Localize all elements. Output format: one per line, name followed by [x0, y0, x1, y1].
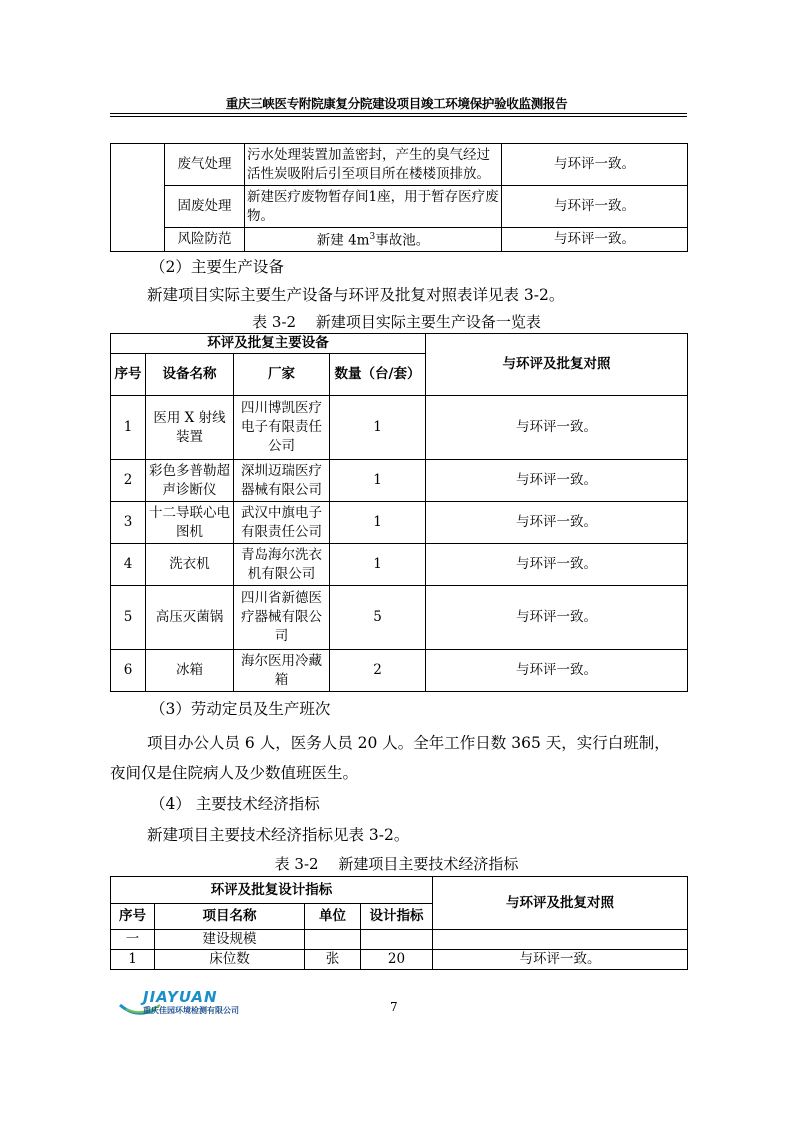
- row-maker: 武汉中旗电子有限责任公司: [234, 502, 330, 544]
- row-no: 6: [111, 650, 146, 692]
- row-qty: 2: [330, 650, 426, 692]
- row-qty: 1: [330, 396, 426, 460]
- row-compare: 与环评一致。: [433, 950, 688, 970]
- row-qty: 1: [330, 544, 426, 586]
- row-name: 彩色多普勒超声诊断仪: [146, 460, 234, 502]
- section3-line2: 夜间仅是住院病人及少数值班医生。: [110, 764, 359, 782]
- measure-desc: 污水处理装置加盖密封，产生的臭气经过活性炭吸附后引至项目所在楼楼顶排放。: [245, 144, 502, 186]
- section2-intro: 新建项目实际主要生产设备与环评及批复对照表详见表 3-2。: [147, 286, 565, 304]
- section2-heading: （2）主要生产设备: [150, 258, 284, 276]
- row-maker: 四川博凯医疗电子有限责任公司: [234, 396, 330, 460]
- section3-heading: （3）劳动定员及生产班次: [150, 700, 331, 718]
- measure-desc: [245, 228, 502, 252]
- row-maker: 深圳迈瑞医疗器械有限公司: [234, 460, 330, 502]
- row-name: 床位数: [155, 950, 305, 970]
- table-row: [111, 544, 688, 586]
- report-header-title: 重庆三峡医专附院康复分院建设项目竣工环境保护验收监测报告: [225, 96, 568, 111]
- row-unit: 张: [305, 950, 361, 970]
- col-header-name: 设备名称: [146, 354, 234, 396]
- row-compare: [433, 930, 688, 950]
- row-compare: 与环评一致。: [426, 650, 688, 692]
- header-rule: [110, 113, 687, 114]
- row-maker: 青岛海尔洗衣机有限公司: [234, 544, 330, 586]
- col-header-unit: 单位: [305, 904, 361, 930]
- section3-line1: 项目办公人员 6 人，医务人员 20 人。全年工作日数 365 天，实行白班制，: [147, 734, 670, 752]
- desc-prefix: 新建 4m: [316, 232, 370, 249]
- desc-suffix: 事故池。: [375, 232, 430, 249]
- blank-cell: [111, 144, 165, 252]
- row-no: 一: [111, 930, 155, 950]
- col-header-no: 序号: [111, 904, 155, 930]
- row-name: 洗衣机: [146, 544, 234, 586]
- row-no: 1: [111, 950, 155, 970]
- header-rule-thin: [110, 116, 687, 117]
- measure-item: 废气处理: [165, 144, 245, 186]
- table-row: [111, 460, 688, 502]
- row-compare: 与环评一致。: [426, 396, 688, 460]
- measure-item: 风险防范: [165, 228, 245, 252]
- row-name: 建设规模: [155, 930, 305, 950]
- environmental-measures-table: [110, 143, 688, 252]
- row-qty: 5: [330, 586, 426, 650]
- table-row: [111, 586, 688, 650]
- table-row: [111, 144, 688, 186]
- col-header-name: 项目名称: [155, 904, 305, 930]
- row-name: 医用 X 射线装置: [146, 396, 234, 460]
- row-no: 5: [111, 586, 146, 650]
- measure-item: 固废处理: [165, 186, 245, 228]
- table3-caption: 表 3-2 新建项目主要技术经济指标: [274, 855, 519, 873]
- table-row: [111, 950, 688, 970]
- measure-compare: 与环评一致。: [502, 186, 688, 228]
- company-logo-text: JIAYUAN: [143, 988, 218, 1006]
- measure-desc: 新建医疗废物暂存间1座，用于暂存医疗废物。: [245, 186, 502, 228]
- indicator-table: [110, 876, 688, 970]
- col-header-value: 设计指标: [361, 904, 433, 930]
- row-no: 4: [111, 544, 146, 586]
- row-name: 十二导联心电图机: [146, 502, 234, 544]
- row-compare: 与环评一致。: [426, 460, 688, 502]
- row-value: [361, 930, 433, 950]
- measure-compare: 与环评一致。: [502, 228, 688, 252]
- row-unit: [305, 930, 361, 950]
- col-header-maker: 厂家: [234, 354, 330, 396]
- group-header: 环评及批复设计指标: [111, 877, 433, 904]
- section4-heading: （4） 主要技术经济指标: [150, 795, 320, 813]
- row-qty: 1: [330, 502, 426, 544]
- row-no: 2: [111, 460, 146, 502]
- row-no: 1: [111, 396, 146, 460]
- compare-header: 与环评及批复对照: [426, 334, 688, 396]
- table-row: [111, 228, 688, 252]
- row-compare: 与环评一致。: [426, 502, 688, 544]
- row-qty: 1: [330, 460, 426, 502]
- company-name: 重庆佳园环境检测有限公司: [143, 1006, 239, 1015]
- row-maker: 海尔医用冷藏箱: [234, 650, 330, 692]
- table-row: [111, 396, 688, 460]
- row-no: 3: [111, 502, 146, 544]
- group-header: 环评及批复主要设备: [111, 334, 426, 354]
- row-compare: 与环评一致。: [426, 544, 688, 586]
- table-header-row: [111, 877, 688, 904]
- table-row: [111, 502, 688, 544]
- table-row: [111, 650, 688, 692]
- table2-caption: 表 3-2 新建项目实际主要生产设备一览表: [252, 313, 541, 331]
- row-name: 冰箱: [146, 650, 234, 692]
- desc-superscript: 3: [369, 232, 376, 242]
- table-row: [111, 930, 688, 950]
- row-compare: 与环评一致。: [426, 586, 688, 650]
- section4-intro: 新建项目主要技术经济指标见表 3-2。: [147, 826, 410, 844]
- table-row: [111, 186, 688, 228]
- compare-header: 与环评及批复对照: [433, 877, 688, 930]
- row-value: 20: [361, 950, 433, 970]
- col-header-no: 序号: [111, 354, 146, 396]
- row-maker: 四川省新德医疗器械有限公司: [234, 586, 330, 650]
- col-header-qty: 数量（台/套）: [330, 354, 426, 396]
- table-header-row: [111, 334, 688, 354]
- equipment-table: [110, 333, 688, 692]
- measure-compare: 与环评一致。: [502, 144, 688, 186]
- row-name: 高压灭菌锅: [146, 586, 234, 650]
- page-number: 7: [390, 1000, 398, 1014]
